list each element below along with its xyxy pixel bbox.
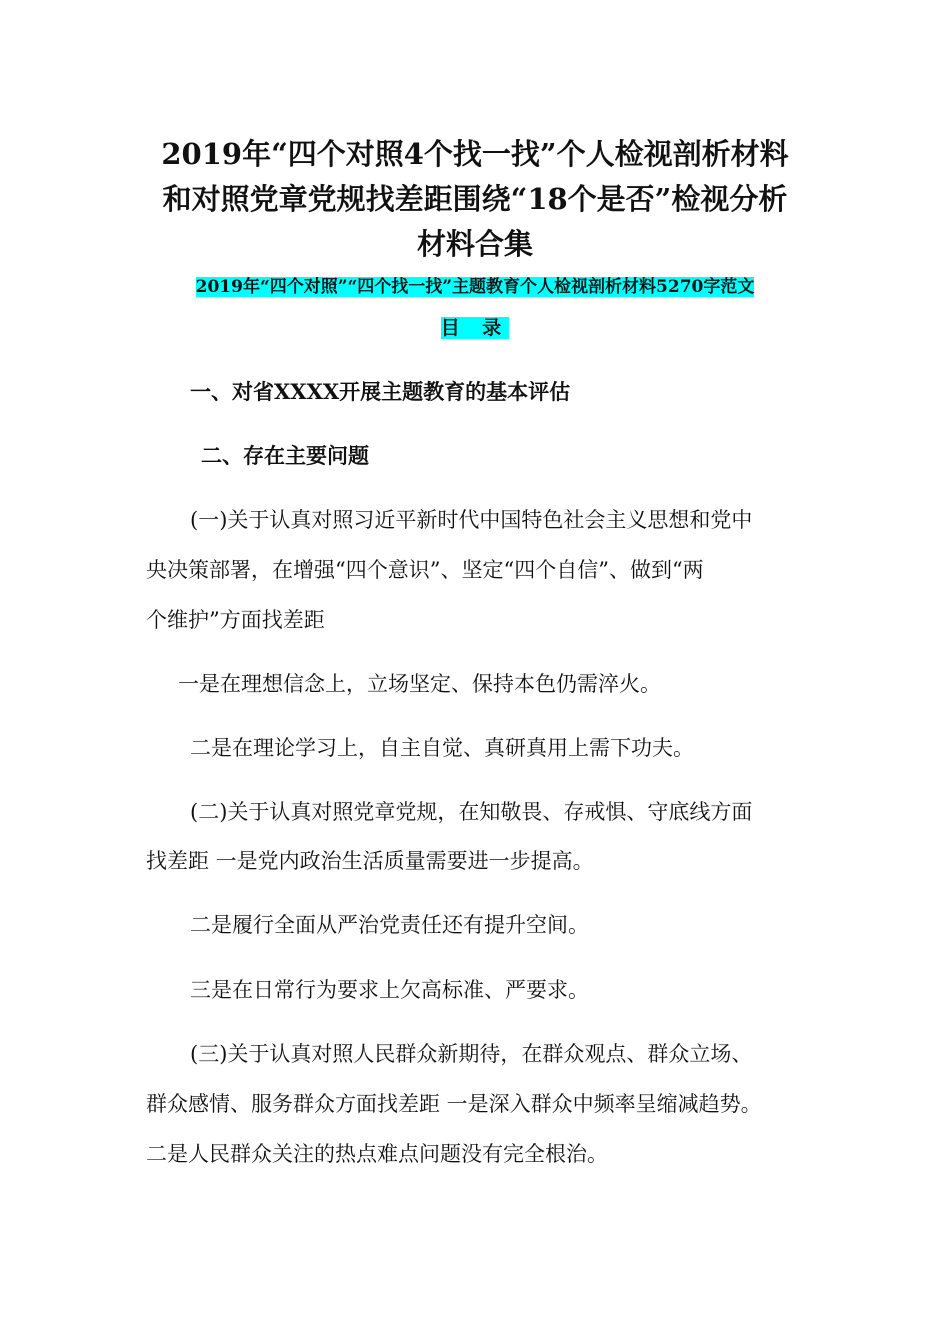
- toc-heading-block: [0, 315, 950, 341]
- paragraph-line: (一)关于认真对照习近平新时代中国特色社会主义思想和党中: [190, 508, 753, 532]
- toc-heading: 目 录: [440, 317, 510, 339]
- paragraph-line: 二是履行全面从严治党责任还有提升空间。: [190, 913, 589, 937]
- paragraph-line: 个维护”方面找差距: [146, 608, 325, 632]
- section-heading-1: 一、对省XXXX开展主题教育的基本评估: [190, 379, 571, 404]
- paragraph-line: 央决策部署，在增强“四个意识”、坚定“四个自信”、做到“两: [146, 558, 704, 582]
- paragraph-line: 二是人民群众关注的热点难点问题没有完全根治。: [146, 1142, 608, 1166]
- paragraph-line: 二是在理论学习上，自主自觉、真研真用上需下功夫。: [190, 736, 694, 760]
- document-title: [130, 132, 820, 267]
- highlighted-subtitle: 2019年“四个对照”“四个找一找”主题教育个人检视剖析材料5270字范文: [195, 277, 755, 297]
- paragraph-line: 找差距 一是党内政治生活质量需要进一步提高。: [146, 849, 594, 873]
- paragraph-line: (二)关于认真对照党章党规，在知敬畏、存戒惧、守底线方面: [190, 800, 753, 824]
- paragraph-line: 一是在理想信念上，立场坚定、保持本色仍需淬火。: [178, 672, 661, 696]
- paragraph-line: 群众感情、服务群众方面找差距 一是深入群众中频率呈缩减趋势。: [146, 1092, 762, 1116]
- section-heading-2: 二、存在主要问题: [201, 443, 369, 468]
- title-line-3: 材料合集: [416, 227, 533, 261]
- paragraph-line: 三是在日常行为要求上欠高标准、严要求。: [190, 978, 589, 1002]
- title-line-2: 和对照党章党规找差距围绕“18个是否”检视分析: [162, 182, 788, 216]
- paragraph-line: (三)关于认真对照人民群众新期待，在群众观点、群众立场、: [190, 1042, 753, 1066]
- subtitle-block: [145, 275, 805, 299]
- title-line-1: 2019年“四个对照4个找一找”个人检视剖析材料: [161, 137, 789, 171]
